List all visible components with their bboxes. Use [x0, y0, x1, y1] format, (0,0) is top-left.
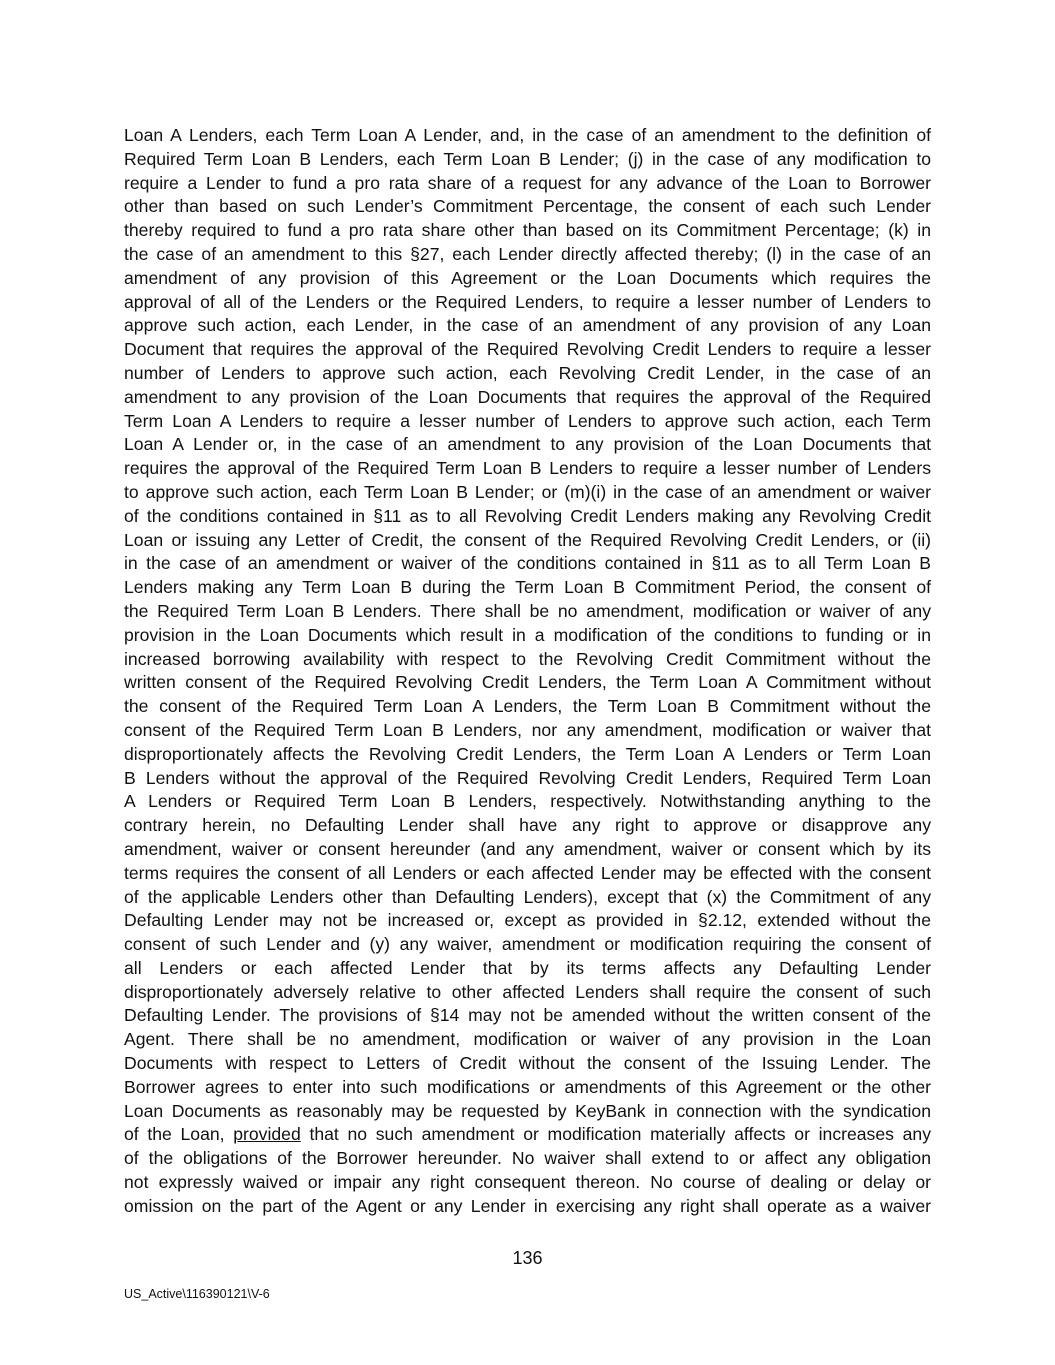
- text-line-content: all Lenders or each affected Lender that by its terms affects any Defaulting Lender: [124, 957, 931, 978]
- text-line-content: Defaulting Lender. The provisions of §14 may not be amended without the written consent of the: [124, 1005, 931, 1026]
- text-line: [124, 576, 931, 600]
- text-line: [124, 695, 931, 719]
- text-line-content: not expressly waived or impair any right consequent thereon. No course of dealing or delay or: [124, 1172, 931, 1193]
- text-line: [124, 552, 931, 576]
- text-line-content: amendment to any provision of the Loan Documents that requires the approval of the Required: [124, 386, 931, 407]
- text-line-content: requires the approval of the Required Term Loan B Lenders to require a lesser number of Lenders: [124, 458, 931, 479]
- text-line: [124, 338, 931, 362]
- text-line: [124, 1004, 931, 1028]
- text-line: [124, 243, 931, 267]
- text-line: [124, 838, 931, 862]
- text-line-content: number of Lenders to approve such action, each Revolving Credit Lender, in the case of an: [124, 362, 931, 383]
- text-line: [124, 1171, 931, 1195]
- text-line: [124, 386, 931, 410]
- text-line-content: approve such action, each Lender, in the case of an amendment of any provision of any Loan: [124, 315, 931, 336]
- text-line-content: to approve such action, each Term Loan B Lender; or (m)(i) in the case of an amendment or waiver: [124, 481, 931, 502]
- text-line-content: of the applicable Lenders other than Defaulting Lenders), except that (x) the Commitment of any: [124, 886, 931, 907]
- text-line-content: B Lenders without the approval of the Required Revolving Credit Lenders, Required Term Loan: [124, 767, 931, 788]
- text-line-content: disproportionately adversely relative to other affected Lenders shall require the consent of such: [124, 981, 931, 1002]
- text-line: [124, 743, 931, 767]
- text-line-content: of the obligations of the Borrower hereunder. No waiver shall extend to or affect any obligation: [124, 1148, 931, 1169]
- text-line-content: the consent of the Required Term Loan A Lenders, the Term Loan B Commitment without the: [124, 696, 931, 717]
- text-line-content: amendment, waiver or consent hereunder (and any amendment, waiver or consent which by its: [124, 838, 931, 859]
- text-line-content: [124, 1124, 931, 1144]
- text-line: [124, 219, 931, 243]
- text-line: [124, 1100, 931, 1124]
- text-line-content: contrary herein, no Defaulting Lender shall have any right to approve or disapprove any: [124, 815, 931, 836]
- text-line-content: written consent of the Required Revolving Credit Lenders, the Term Loan A Commitment without: [124, 672, 931, 693]
- page-number: 136: [512, 1248, 543, 1268]
- text-line-content: Document that requires the approval of the Required Revolving Credit Lenders to require a lesser: [124, 339, 931, 360]
- text-line-content: disproportionately affects the Revolving Credit Lenders, the Term Loan A Lenders or Term Loan: [124, 743, 931, 764]
- text-line-content: increased borrowing availability with respect to the Revolving Credit Commitment without the: [124, 648, 931, 669]
- text-line: [124, 1052, 931, 1076]
- text-line: [124, 1123, 931, 1147]
- text-line-content: thereby required to fund a pro rata share other than based on its Commitment Percentage; (k) in: [124, 220, 931, 241]
- text-line-content: other than based on such Lender’s Commitment Percentage, the consent of each such Lender: [124, 196, 931, 217]
- text-line: [124, 433, 931, 457]
- text-line: [124, 600, 931, 624]
- text-line-content: Loan Documents as reasonably may be requested by KeyBank in connection with the syndication: [124, 1100, 931, 1121]
- text-line-content: provision in the Loan Documents which result in a modification of the conditions to funding or in: [124, 624, 931, 645]
- text-line: [124, 124, 931, 148]
- body-text: [124, 124, 931, 1219]
- text-line: [124, 362, 931, 386]
- text-line: [124, 291, 931, 315]
- text-line-content: Lenders making any Term Loan B during the Term Loan B Commitment Period, the consent of: [124, 577, 931, 598]
- text-line: [124, 172, 931, 196]
- text-line-content: Required Term Loan B Lenders, each Term Loan B Lender; (j) in the case of any modification to: [124, 148, 931, 169]
- footer-document-id: US_Active\116390121\V-6: [124, 1287, 270, 1301]
- text-line: [124, 981, 931, 1005]
- text-line: [124, 957, 931, 981]
- text-line: [124, 1028, 931, 1052]
- text-segment: that no such amendment or modification materially affects or increases any: [300, 1124, 931, 1145]
- text-line-content: Term Loan A Lenders to require a lesser number of Lenders to approve such action, each Term: [124, 410, 931, 431]
- text-line-content: the case of an amendment to this §27, each Lender directly affected thereby; (l) in the case of an: [124, 243, 931, 264]
- text-line: [124, 719, 931, 743]
- text-segment: of the Loan,: [124, 1124, 234, 1145]
- text-line: [124, 1195, 931, 1219]
- text-line: [124, 195, 931, 219]
- text-line: [124, 862, 931, 886]
- text-line: [124, 457, 931, 481]
- text-line: [124, 529, 931, 553]
- text-line-content: Defaulting Lender may not be increased or, except as provided in §2.12, extended without the: [124, 910, 931, 931]
- text-line-content: Loan A Lenders, each Term Loan A Lender, and, in the case of an amendment to the definition of: [124, 125, 931, 145]
- text-line: [124, 148, 931, 172]
- text-line: [124, 886, 931, 910]
- text-line-content: consent of the Required Term Loan B Lenders, nor any amendment, modification or waiver that: [124, 719, 931, 740]
- underlined-term: provided: [233, 1124, 301, 1145]
- text-line-content: omission on the part of the Agent or any Lender in exercising any right shall operate as a waiver: [124, 1195, 931, 1216]
- text-line: [124, 767, 931, 791]
- text-line: [124, 410, 931, 434]
- text-line: [124, 624, 931, 648]
- text-line-content: Documents with respect to Letters of Credit without the consent of the Issuing Lender. The: [124, 1053, 931, 1074]
- text-line: [124, 505, 931, 529]
- text-line-content: in the case of an amendment or waiver of the conditions contained in §11 as to all Term Loan B: [124, 553, 931, 574]
- text-line: [124, 933, 931, 957]
- text-line: [124, 1147, 931, 1171]
- text-line: [124, 814, 931, 838]
- text-line-content: Agent. There shall be no amendment, modification or waiver of any provision in the Loan: [124, 1029, 931, 1050]
- text-line-content: amendment of any provision of this Agreement or the Loan Documents which requires the: [124, 267, 931, 288]
- text-line: [124, 267, 931, 291]
- text-line-content: Borrower agrees to enter into such modifications or amendments of this Agreement or the other: [124, 1076, 931, 1097]
- text-line-content: terms requires the consent of all Lenders or each affected Lender may be effected with the consent: [124, 862, 931, 883]
- text-line-content: approval of all of the Lenders or the Required Lenders, to require a lesser number of Lenders to: [124, 291, 931, 312]
- text-line-content: Loan A Lender or, in the case of an amendment to any provision of the Loan Documents that: [124, 434, 931, 455]
- text-line: [124, 671, 931, 695]
- text-line-content: A Lenders or Required Term Loan B Lenders, respectively. Notwithstanding anything to the: [124, 791, 931, 812]
- text-line-content: of the conditions contained in §11 as to all Revolving Credit Lenders making any Revolving Credit: [124, 505, 931, 526]
- text-line-content: Loan or issuing any Letter of Credit, the consent of the Required Revolving Credit Lenders, or (ii): [124, 529, 931, 550]
- text-line-content: the Required Term Loan B Lenders. There shall be no amendment, modification or waiver of any: [124, 600, 931, 621]
- text-line: [124, 790, 931, 814]
- text-line: [124, 1076, 931, 1100]
- text-line: [124, 648, 931, 672]
- text-line: [124, 481, 931, 505]
- text-line: [124, 314, 931, 338]
- text-line-content: require a Lender to fund a pro rata share of a request for any advance of the Loan to Borrower: [124, 172, 931, 193]
- text-line-content: consent of such Lender and (y) any waiver, amendment or modification requiring the consent of: [124, 934, 931, 955]
- text-line: [124, 909, 931, 933]
